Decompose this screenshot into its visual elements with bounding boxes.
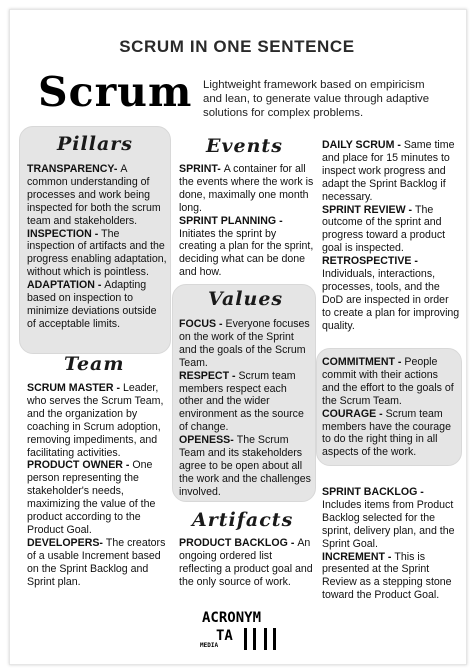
values-right-text bbox=[322, 356, 458, 459]
artifacts-heading: Artifacts bbox=[192, 509, 294, 531]
team-heading: Team bbox=[64, 353, 125, 375]
artifact-sprint-backlog: SPRINT BACKLOG - Includes items from Product Backlog selected for the sprint, delivery plan, and the Sprint Goal. bbox=[322, 486, 455, 550]
values-heading: Values bbox=[208, 288, 284, 310]
artifacts-text bbox=[179, 537, 313, 589]
artifact-increment: INCREMENT - This is presented at the Sprint Review as a stepping stone toward the Product Goal. bbox=[322, 550, 452, 602]
value-openess: OPENESS- The Scrum Team and its stakeholders agree to be open about all the work and the challenges involved. bbox=[179, 434, 311, 498]
value-courage: COURAGE - Scrum team members have the courage to do the right thing in all aspects of the work. bbox=[322, 407, 451, 459]
artifact-product-backlog: PRODUCT BACKLOG - An ongoing ordered list reflecting a product goal and the only source of work. bbox=[179, 537, 313, 588]
event-sprint: SPRINT- A container for all the events where the work is done, maximally one month long. bbox=[179, 163, 314, 214]
value-focus: FOCUS - Everyone focuses on the work of the Sprint and the goals of the Scrum Team. bbox=[179, 318, 310, 369]
page-title: SCRUM IN ONE SENTENCE bbox=[119, 37, 355, 56]
values-text bbox=[179, 318, 313, 499]
artifacts-right-text bbox=[322, 486, 458, 602]
acronym-media-logo: ACRONYM TA MEDIA bbox=[196, 604, 280, 658]
events-text bbox=[179, 163, 315, 279]
team-product-owner: PRODUCT OWNER - One person representing the stakeholder's needs, maximizing the value of the product according to the Product Goal. bbox=[27, 459, 156, 536]
scrum-logo-word: Scrum bbox=[38, 68, 193, 116]
term: ADAPTATION bbox=[27, 279, 95, 292]
value-commitment: COMMITMENT - People commit with their actions and the effort to the goals of the Scrum Team. bbox=[322, 356, 454, 407]
pillars-heading: Pillars bbox=[57, 133, 133, 155]
event-sprint-planning: SPRINT PLANNING - Initiates the sprint by creating a plan for the sprint, deciding what can be done and how. bbox=[179, 214, 314, 279]
event-daily-scrum: DAILY SCRUM - Same time and place for 15 minutes to inspect work progress and adapt the Sprint Backlog if necessary. bbox=[322, 139, 455, 203]
pillar-inspection: INSPECTION - The inspection of artifacts and the progress enabling adaptation, without which is pointless. bbox=[27, 227, 167, 279]
team-developers: DEVELOPERS- The creators of a usable Increment based on the Sprint Backlog and Sprint plan. bbox=[27, 536, 166, 588]
term: INSPECTION bbox=[27, 227, 92, 240]
value-respect: RESPECT - Scrum team members respect each other and the wider environment as the source of change. bbox=[179, 369, 304, 434]
pillar-transparency: TRANSPARENCY- A common understanding of processes and work being inspected for both the scrum team and stakeholders. bbox=[27, 163, 161, 227]
pillar-adaptation: ADAPTATION - Adapting based on inspection to minimize deviations outside of acceptable limits. bbox=[27, 279, 157, 330]
event-retrospective: RETROSPECTIVE - Individuals, interactions, processes, tools, and the DoD are inspected in order to create a plan for improving quality. bbox=[322, 255, 460, 332]
events-right-text bbox=[322, 139, 460, 333]
events-heading: Events bbox=[206, 135, 283, 157]
event-sprint-review: SPRINT REVIEW - The outcome of the sprint and progress toward a product goal is inspected. bbox=[322, 203, 446, 255]
team-text bbox=[27, 382, 169, 589]
term: TRANSPARENCY bbox=[27, 163, 114, 175]
pillars-text bbox=[27, 163, 167, 331]
intro-text: Lightweight framework based on empiricism and lean, to generate value through adaptive solutions for complex problems. bbox=[203, 79, 430, 119]
team-scrum-master: SCRUM MASTER - Leader, who serves the Scrum Team, and the organization by coaching in Scrum adoption, removing impediments, and facilitating activities. bbox=[27, 382, 164, 459]
